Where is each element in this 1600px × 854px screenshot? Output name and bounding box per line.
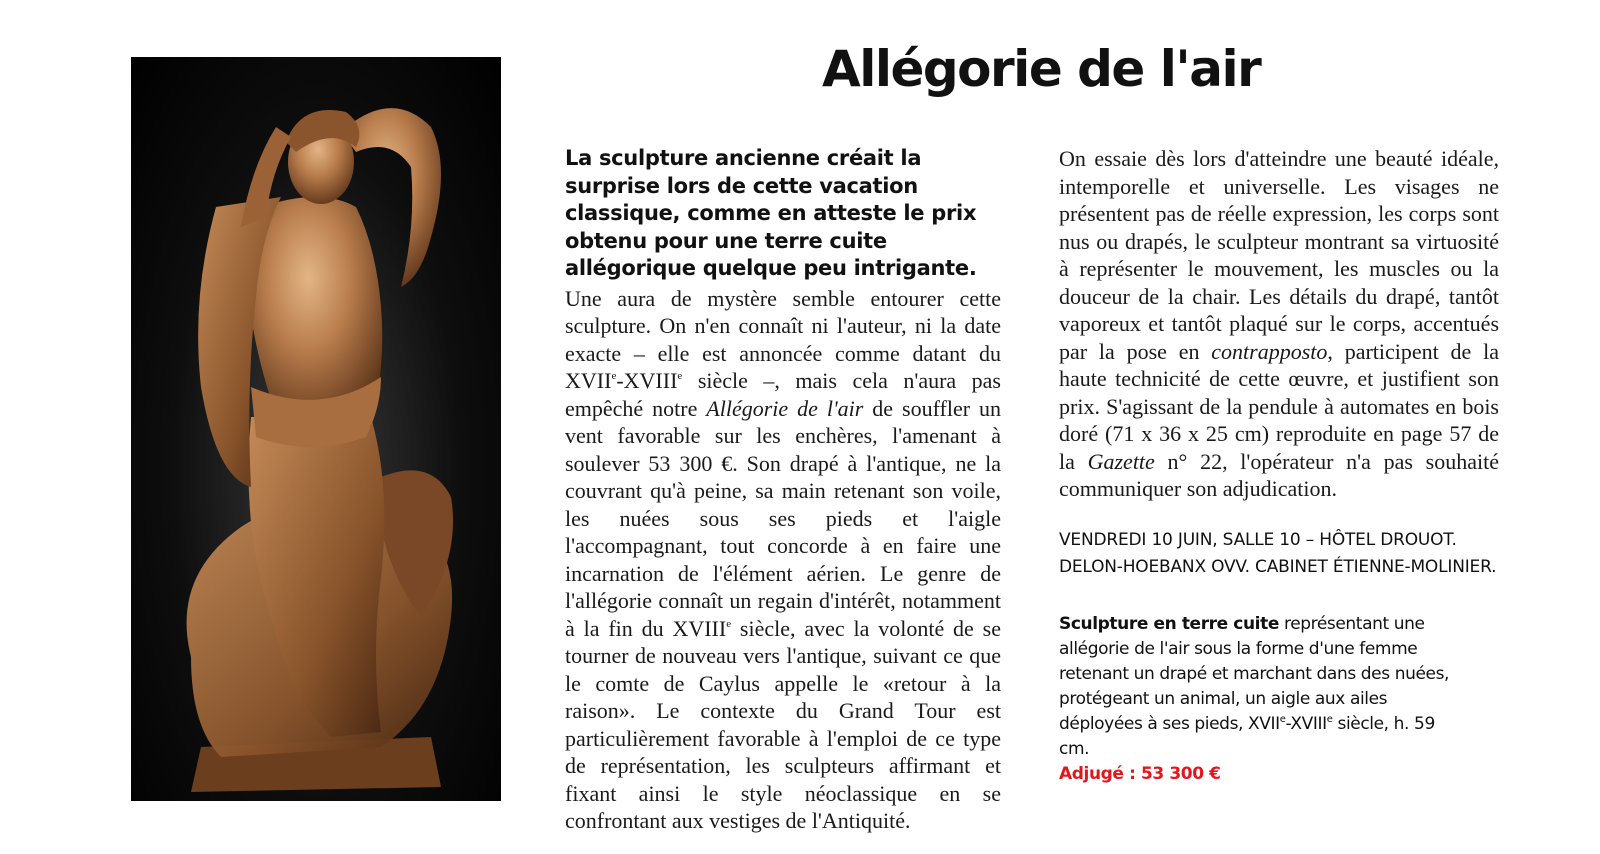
article-column-left: [565, 145, 1001, 835]
sculpture-photo: [131, 57, 501, 801]
hammer-price: Adjugé : 53 300 €: [1059, 763, 1221, 784]
photo-caption: Sculpture en terre cuite représentant une allégorie de l'air sous la forme d'une femme retenant un drapé et marchant dans des nuées, protégeant un animal, un aigle aux ailes déployées à ses pieds, XVIIe-XVIIIe siècle, h. 59 cm. Adjugé : 53 300 €: [1059, 612, 1469, 787]
article-body-right: On essaie dès lors d'atteindre une beauté idéale, intemporelle et universelle. Les visages ne présentent pas de réelle expression, les corps sont nus ou drapés, le sculpteur montrant sa virtuosité à représenter le mouvement, les muscles ou la douceur de la chair. Les détails du drapé, tantôt vaporeux et tantôt plaqué sur le corps, accentués par la pose en contrapposto, participent de la haute technicité de cette œuvre, et justifient son prix. S'agissant de la pendule à automates en bois doré (71 x 36 x 25 cm) reproduite en page 57 de la Gazette n° 22, l'opérateur n'a pas souhaité communiquer son adjudication.: [1059, 146, 1499, 501]
sculpture-illustration: [131, 57, 501, 801]
article-title: Allégorie de l'air: [822, 40, 1261, 98]
artwork-title-italic: Allégorie de l'air: [706, 395, 864, 421]
article-lead: La sculpture ancienne créait la surprise lors de cette vacation classique, comme en atteste le prix obtenu pour une terre cuite allégorique quelque peu intrigante.: [565, 146, 977, 280]
article-column-right: [1059, 145, 1499, 787]
article-body-left: Une aura de mystère semble entourer cette sculpture. On n'en connaît ni l'auteur, ni la date exacte – elle est annoncée comme datant du XVIIe-XVIIIe siècle –, mais cela n'aura pas empêché notre Allégorie de l'air de souffler un vent favorable sur les enchères, l'amenant à soulever 53 300 €. Son drapé à l'antique, ne la couvrant qu'à peine, sa main retenant son voile, les nuées sous ses pieds et l'aigle l'accompagnant, tout concorde à en faire une incarnation de l'élément aérien. Le genre de l'allégorie connaît un regain d'intérêt, notamment à la fin du XVIIIe siècle, avec la volonté de se tourner de nouveau vers l'antique, suivant ce que le comte de Caylus appelle le «retour à la raison». Le contexte du Grand Tour est particulièrement favorable à l'emploi de ce type de représentation, les sculpteurs affirmant et fixant ainsi le style néoclassique en se confrontant aux vestiges de l'Antiquité.: [565, 285, 1002, 833]
sale-info: VENDREDI 10 JUIN, SALLE 10 – HÔTEL DROUOT. DELON-HOEBANX OVV. CABINET ÉTIENNE-MOLINIER.: [1059, 529, 1497, 577]
